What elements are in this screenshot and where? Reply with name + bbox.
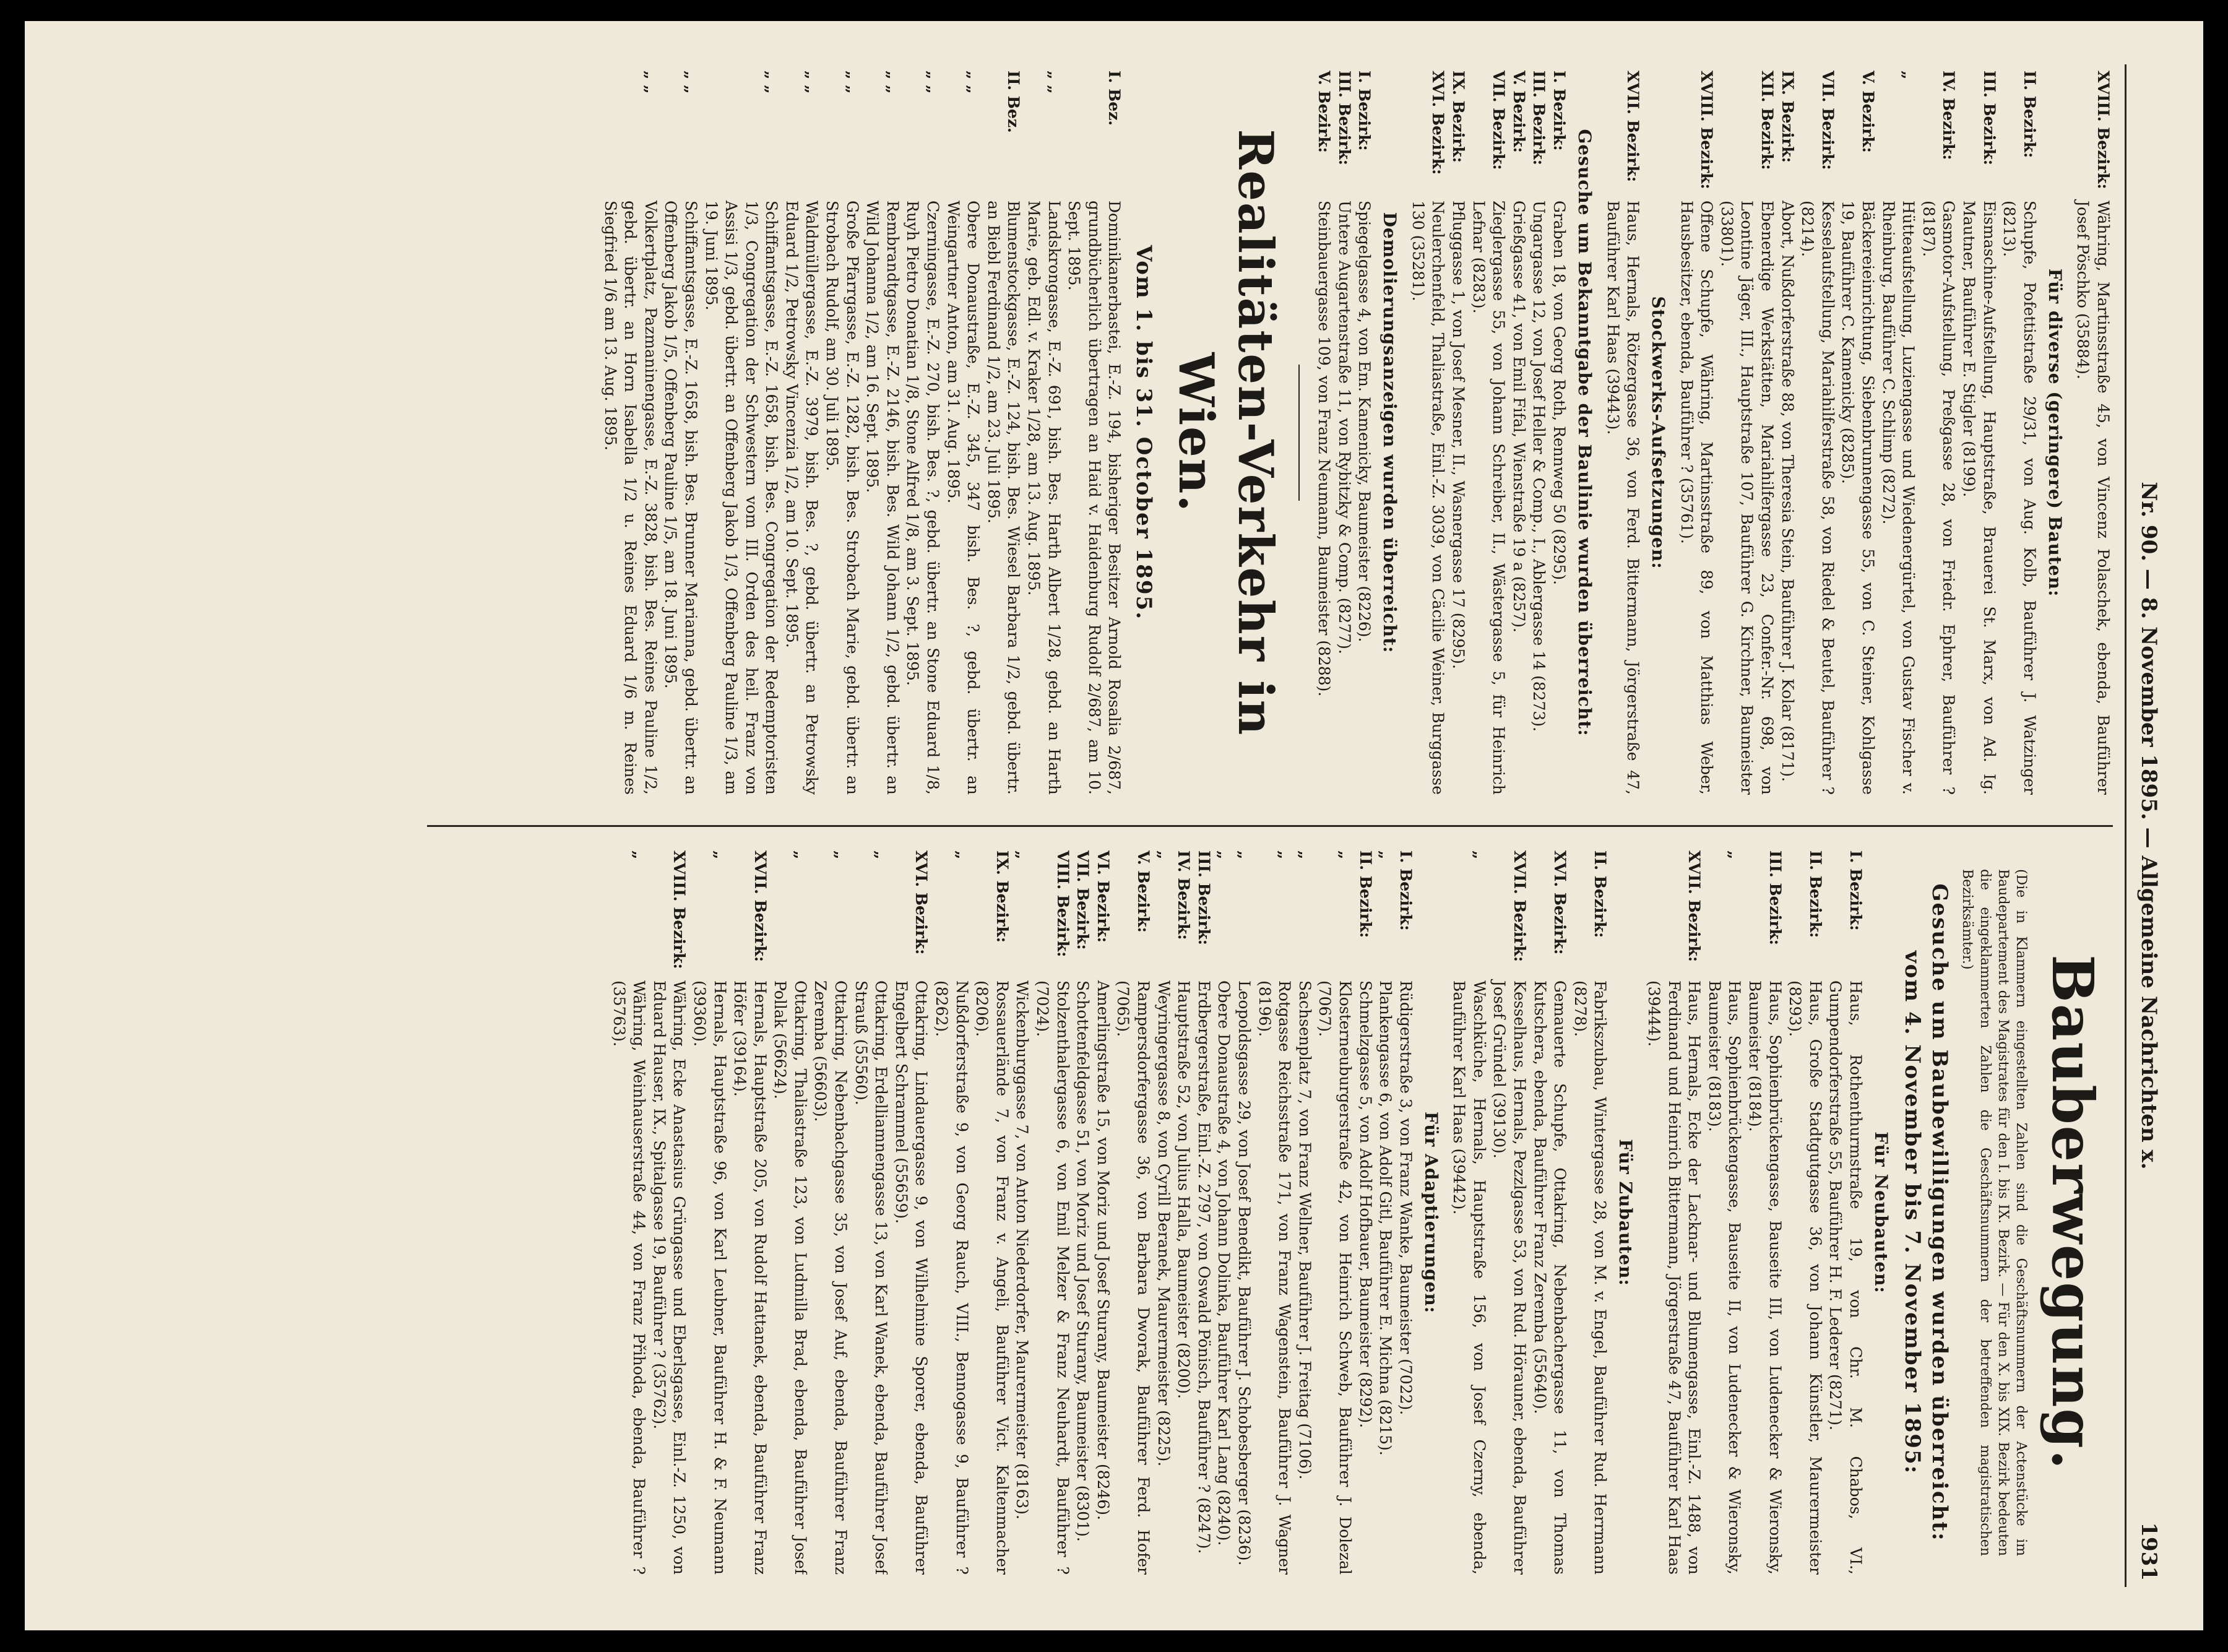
district-label: XVIII. Bezirk: — [670, 850, 689, 969]
list-item — [1529, 71, 1549, 795]
running-head — [2131, 71, 2161, 1581]
entry-text: Wickenburggasse 7, von Anton Niederdorfer, Maurermeister (8163). — [1013, 980, 1032, 1520]
extensions-heading: Für Zubauten: — [1615, 1139, 1636, 1286]
list-item — [1375, 850, 1396, 1575]
list-item — [1254, 850, 1294, 1575]
entry-text: Schiffamtsgasse, E.-Z. 1658, bish. Bes. Brunner Marianna, gebd. übertr. an Offenberg Jakob 1/5, Offenberg Pauline 1/5, am 18. Juni 1895. — [662, 201, 700, 795]
entry-text: Erdbergerstraße, Einl.-Z. 2797, von Oswald Pönisch, Bauführer ? (8247). — [1194, 980, 1213, 1554]
district-label: III. Bezirk: — [1980, 71, 1998, 165]
district-label: XVI. Bezirk: — [912, 850, 931, 955]
column-2 — [80, 850, 2113, 1575]
list-item — [972, 850, 1012, 1575]
new-buildings-list — [1643, 850, 1865, 1575]
entry-text: Stolzenthalergasse 6, von Emil Melzer & Franz Neuhardt, Bauführer ? (7024). — [1034, 980, 1072, 1575]
entry-text: Pfluggasse 1, von Josef Mesner, II., Wasnergasse 17 (8295). — [1449, 201, 1467, 669]
entry-text: Ebenerdige Werkstätten, Mariahilfergasse 23, Confer.-Nr. 698, von Leontine Jäger, III., Hauptstraße 107, Bauführer G. Kirchner, Baumeister (33801). — [1717, 201, 1777, 795]
district-label: „ „ — [843, 71, 861, 94]
district-label: I. Bezirk: — [1550, 71, 1568, 151]
list-item — [701, 71, 781, 795]
entry-text: Abort, Nußdorferstraße 88, von Theresia Stein, Bauführer J. Kolar (8171). — [1778, 201, 1797, 782]
district-label: XVII. Bezirk: — [751, 850, 769, 962]
entry-text: Hütteaufstellung, Luziengasse und Wiedenergürtel, von Gustav Fischer v. Rheinburg, Bauführer C. Schlimp (8272). — [1879, 201, 1918, 795]
entry-text: Fabrikszubau, Wintergasse 28, von M. v. Engel, Bauführer Rud. Herrmann (8278). — [1571, 980, 1610, 1575]
entry-text: Währing, Martinsstraße 45, von Vincenz Polaschek, ebenda, Bauführer Josef Pöschko (35884). — [2074, 201, 2112, 795]
district-label: „ „ — [762, 71, 781, 94]
district-label: III. Bezirk: — [1530, 71, 1548, 165]
district-label: „ — [1376, 850, 1395, 860]
district-label: II. Bez. — [1004, 71, 1023, 133]
entry-text: Haus, Sophienbrückengasse, Bauseite III, von Ludenecker & Wieronsky, Baumeister (8184). — [1746, 980, 1784, 1575]
district-label: „ — [832, 850, 850, 860]
district-label: XVIII. Bezirk: — [1698, 71, 1716, 189]
entry-text: Landskrongasse, E.-Z. 691, bish. Bes. Harth Albert 1/28, gebd. an Harth Marie, geb. Edl. v. Kraker 1/28, am 13. Aug. 1895. — [1025, 201, 1063, 795]
permits-heading: Gesuche um Baubewilligungen wurden überreicht: — [1927, 883, 1952, 1542]
entry-text: Spiegelgasse 4, von Em. Kamenicky, Baumeister (8226). — [1355, 201, 1374, 642]
list-item — [1113, 850, 1153, 1575]
list-item — [660, 71, 701, 795]
entry-text: Kesselhaus, Hernals, Pezzlgasse 53, von Rud. Hörauner, ebenda, Bauführer Josef Gründel (39130). — [1490, 980, 1529, 1575]
adaptations-list — [608, 850, 1415, 1575]
entry-text: Rossauerlände 7, von Franz v. Angeli, Bauführer Vict. Kaltenmacher (8206). — [973, 980, 1011, 1575]
district-label: XVII. Bezirk: — [1511, 850, 1529, 962]
district-label: „ — [1470, 850, 1488, 860]
entry-text: Volkertplatz, Pazmaninengasse, E.-Z. 3828, bish. Bes. Reines Pauline 1/2, gebd. übertr. an Horn Isabella 1/2 u. Reines Eduard 1/6 m. Reines Siegfried 1/6 am 13. Aug. 1895. — [601, 201, 660, 795]
entry-text: Waschküche, Hernals, Hauptstraße 156, von Josef Czerny, ebenda, Bauführer Karl Haas (39442). — [1450, 980, 1488, 1575]
entry-text: Kesselaufstellung, Mariahilferstraße 58, von Riedel & Beutel, Bauführer ? (8214). — [1798, 201, 1837, 795]
district-label: „ — [1013, 850, 1032, 860]
district-label: VII. Bezirk: — [1818, 71, 1837, 170]
list-item — [1023, 71, 1063, 795]
entry-text: Obere Donaustraße 4, von Johann Dolinka, Bauführer Karl Lang (8240). — [1215, 980, 1233, 1546]
entry-text: Sachsenplatz 7, von Franz Wellner, Bauführer J. Freitag (7106). — [1295, 980, 1314, 1480]
district-label: „ — [1725, 850, 1744, 860]
list-item — [891, 850, 931, 1575]
entry-text: Ottakring, Erdelliamnengasse 13, von Karl Wanek, ebenda, Bauführer Josef Strauß (55560). — [852, 980, 891, 1575]
list-item — [1193, 850, 1214, 1575]
adaptations-heading: Für Adaptierungen: — [1420, 1111, 1441, 1314]
entry-text: Graben 18, von Georg Roth, Rennweg 50 (8295). — [1550, 201, 1568, 586]
intro-note: (Die in Klammern eingestellten Zahlen sind die Geschäftsnummern der Actenstücke im Baudepartement des Magistrates für den I. bis IX. Bezirk. — Für den X. bis XIX. Bezirk bedeuten die eingeklammerten Zahlen die Geschäftsnummern der betreffenden magistratischen Bezirksämter.) — [1959, 869, 2029, 1556]
list-item — [1958, 71, 1998, 795]
date-range-heading: vom 4. November bis 7. November 1895: — [1900, 950, 1925, 1475]
entry-text: Ottakring, Thaliastraße 123, von Ludmilla Brad, ebenda, Bauführer Josef Pollak (56624). — [771, 980, 810, 1575]
district-label: „ „ — [883, 71, 902, 94]
entry-text: Czerningasse, E.-Z. 270, bish. Bes. ?, gebd. übertr. an Stone Eduard 1/8, Ruyh Pietro Donatian 1/8, Stone Alfred 1/8, am 3. Sept. 1895. — [904, 201, 943, 795]
district-label: V. Bezirk: — [1315, 71, 1333, 153]
storey-additions-list — [1602, 71, 1643, 795]
entry-text: Leopoldsgasse 29, von Josef Benedikt, Bauführer J. Schobesberger (8236). — [1235, 980, 1253, 1566]
entry-text: Haus, Hernals, Ecke der Lacknar- und Blumengasse, Einl.-Z. 1488, von Ferdinand und Heinrich Bittermann, Jörgerstraße 47, Bauführer Karl Haas (39444). — [1645, 980, 1704, 1575]
real-estate-subtitle: Vom 1. bis 31. October 1895. — [1131, 244, 1157, 621]
district-label: II. Bezirk: — [1806, 850, 1824, 938]
list-item — [1785, 850, 1825, 1575]
list-item — [1448, 71, 1468, 795]
storey-additions-heading: Stockwerks-Aufsetzungen: — [1648, 296, 1669, 569]
list-item — [943, 71, 983, 795]
scanned-page — [25, 21, 2203, 1630]
entry-text: Grießgasse 41, von Emil Fifal, Wienstraße 19 a (8257). — [1509, 201, 1528, 633]
entry-text: Gasmotor-Aufstellung, Preßgasse 28, von Friedr. Ephrer, Bauführer ? (8187). — [1919, 201, 1958, 795]
column-rule — [427, 825, 2113, 827]
list-item — [1334, 71, 1354, 795]
district-label: VI. Bezirk: — [1094, 850, 1112, 943]
entry-text: Währing, Weinhauserstraße 44, von Franz Přihoda, ebenda, Bauführer ? (35763). — [610, 980, 649, 1575]
list-item — [2073, 71, 2113, 795]
district-label: V. Bezirk: — [1509, 71, 1528, 153]
entry-text: Schmelzgasse 5, von Adolf Hofbauer, Baumeister (8292). — [1356, 980, 1375, 1429]
list-item — [1489, 850, 1529, 1575]
list-item — [1407, 71, 1448, 795]
entry-text: Ottakring, Lindauergasse 9, von Wilhelmine Sporer, ebenda, Bauführer Engelbert Schrammel (55659). — [892, 980, 931, 1575]
entry-text: Schottenfeldgasse 51, von Moriz und Josef Sturany, Baumeister (8301). — [1074, 980, 1092, 1542]
list-item — [1449, 850, 1489, 1575]
list-item — [649, 850, 689, 1575]
entry-text: Obere Donaustraße, E.-Z. 345, 347 bish. Bes. ?, gebd. übertr. an Weingartner Anton, am 31. Aug. 1895. — [944, 201, 983, 795]
list-item — [822, 71, 862, 795]
entry-text: Gemauerte Schupfe, Ottakring, Nebenbachergasse 11, von Thomas Kutschera, ebenda, Bauführer Franz Zeremba (55640). — [1531, 980, 1570, 1575]
district-label: „ — [1295, 850, 1314, 860]
entry-text: Währing, Ecke Anastasius Grüngasse und Eberlsgasse, Einl.-Z. 1250, von Eduard Hauser, IX., Spitalgasse 19, Bauführer ? (35762). — [650, 980, 689, 1575]
district-label: IV. Bezirk: — [1940, 71, 1958, 160]
building-activity-title: Bauberwegung. — [2039, 954, 2106, 1471]
list-item — [1918, 71, 1958, 795]
page-number: 1931 — [2136, 1522, 2161, 1581]
lesser-buildings-list — [1676, 71, 2039, 795]
district-label: III. Bezirk: — [1194, 850, 1213, 945]
district-label: „ — [952, 850, 971, 860]
list-item — [1878, 71, 1918, 795]
list-item — [1548, 71, 1569, 795]
list-item — [1508, 71, 1529, 795]
entry-text: Große Pfarrgasse, E.-Z. 1282, bish. Bes. Strobach Marie, gebd. übertr. an Strobach Rudolf, am 30. Juli 1895. — [823, 201, 861, 795]
header-rule — [2125, 64, 2127, 1587]
district-label: VIII. Bezirk: — [1053, 850, 1072, 958]
district-label: IV. Bezirk: — [1175, 850, 1193, 940]
district-label: „ „ — [681, 71, 700, 94]
list-item — [770, 850, 810, 1575]
list-item — [689, 850, 729, 1575]
col1-top-entries — [2073, 71, 2113, 795]
list-item — [1716, 71, 1777, 795]
list-item — [1825, 850, 1865, 1575]
district-label: „ — [1154, 850, 1173, 860]
list-item — [1294, 850, 1315, 1575]
entry-text: Schupfe, Pofettistraße 29/31, von Aug. Kolb, Bauführer J. Watzinger (8213). — [2000, 201, 2039, 795]
entry-text: Hauptstraße 52, von Julius Halla, Baumeister (8200). — [1175, 980, 1193, 1399]
entry-text: Ottakring, Nebenbachgasse 35, von Josef Auf, ebenda, Bauführer Franz Zeremba (56603). — [811, 980, 850, 1575]
district-label: XII. Bezirk: — [1758, 71, 1777, 170]
list-item — [983, 71, 1023, 795]
list-item — [730, 850, 770, 1575]
entry-text: Dominikanerbastei, E.-Z. 194, bisheriger Besitzer Arnold Rosalia 2/687, grundbücherlich übertragen an Haid v. Haidenburg Rudolf 2/687, am 10. Sept. 1895. — [1065, 201, 1124, 795]
district-label: IX. Bezirk: — [993, 850, 1011, 943]
district-label: III. Bezirk: — [1335, 71, 1354, 165]
district-label: „ — [872, 850, 891, 860]
entry-text: Haus, Sophienbrückengasse, Bauseite II, von Ludenecker & Wieronsky, Baumeister (8183). — [1705, 980, 1744, 1575]
list-item — [1313, 71, 1334, 795]
list-item — [1012, 850, 1032, 1575]
list-item — [1797, 71, 1837, 795]
real-estate-list — [600, 71, 1124, 795]
list-item — [1602, 71, 1643, 795]
list-item — [1064, 71, 1125, 795]
district-label: I. Bez. — [1105, 71, 1124, 126]
district-label: XVI. Bezirk: — [1429, 71, 1448, 175]
list-item — [902, 71, 943, 795]
list-item — [1153, 850, 1173, 1575]
demolition-heading: Demolierungsanzeigen wurden überreicht: — [1380, 212, 1401, 654]
list-item — [1214, 850, 1234, 1575]
list-item — [1173, 850, 1194, 1575]
entry-text: Weyringergasse 8, von Cyrill Beranek, Maurermeister (8225). — [1154, 980, 1173, 1467]
entry-text: Haus, Rothenthurmstraße 19, von Chr. M. Chabos, VI., Gumpendorferstraße 55, Bauführer H. F. Lederer (8271). — [1826, 980, 1865, 1575]
entry-text: Hernals, Hauptstraße 205, von Rudolf Hattanek, ebenda, Bauführer Franz Höfer (39164). — [731, 980, 769, 1575]
district-label: XVII. Bezirk: — [1624, 71, 1643, 183]
entry-text: Zieglergasse 55, von Johann Schreiber, II., Wästergasse 5, für Heinrich Lefnar (8283). — [1469, 201, 1508, 795]
district-label: I. Bezirk: — [1847, 850, 1865, 931]
list-item — [1704, 850, 1744, 1575]
district-label: II. Bezirk: — [1591, 850, 1610, 938]
list-item — [1777, 71, 1797, 795]
entry-text: Untere Augartenstraße 11, von Rybitzky & Comp. (8277). — [1335, 201, 1354, 654]
list-item — [1999, 71, 2039, 795]
district-label: V. Bezirk: — [1859, 71, 1878, 153]
district-label: VII. Bezirk: — [1074, 850, 1092, 950]
list-item — [1529, 850, 1570, 1575]
district-label: IX. Bezirk: — [1778, 71, 1797, 163]
list-item — [1395, 850, 1415, 1575]
entry-text: Steinbauergasse 109, von Franz Neumann, Baumeister (8288). — [1315, 201, 1333, 697]
district-label: „ „ — [964, 71, 983, 94]
list-item — [1468, 71, 1508, 795]
list-item — [1315, 850, 1355, 1575]
list-item — [810, 850, 850, 1575]
district-label: „ — [1899, 71, 1918, 80]
district-label: „ „ — [641, 71, 660, 94]
district-label: „ — [1276, 850, 1294, 860]
entry-text: Eismaschine-Aufstellung, Hauptstraße, Brauerei St. Marx, von Ad. Ig. Mautner, Bauführer E. Stigler (8199). — [1960, 201, 1998, 795]
list-item — [1570, 850, 1610, 1575]
district-label: V. Bezirk: — [1134, 850, 1152, 933]
extensions-list — [1449, 850, 1610, 1575]
section-divider — [1298, 365, 1300, 501]
district-label: III. Bezirk: — [1766, 850, 1784, 945]
district-label: VII. Bezirk: — [1490, 71, 1508, 170]
list-item — [1354, 71, 1375, 795]
list-item — [600, 71, 660, 795]
list-item — [1676, 71, 1716, 795]
district-label: IX. Bezirk: — [1449, 71, 1467, 163]
running-head-title: Nr. 90. — 8. November 1895. — Allgemeine Nachrichten x. — [2136, 482, 2161, 1170]
list-item — [608, 850, 649, 1575]
district-label: „ „ — [924, 71, 943, 94]
list-item — [1233, 850, 1254, 1575]
district-label: XVI. Bezirk: — [1551, 850, 1570, 955]
list-item — [1092, 850, 1113, 1575]
entry-text: Waldmüllergasse, E.-Z. 3979, bish. Bes. ?, gebd. übertr. an Petrowsky Eduard 1/2, Petrowsky Vincenzia 1/2, am 10. Sept. 1895. — [782, 201, 821, 795]
lesser-buildings-heading: Für diverse (geringere) Bauten: — [2044, 268, 2065, 597]
list-item — [1643, 850, 1704, 1575]
rotated-page-content — [56, 46, 2172, 1606]
list-item — [1837, 71, 1878, 795]
entry-text: Haus, Hernals, Rötzergasse 36, von Ferd. Bittermann, Jörgerstraße 47, Bauführer Karl Haas (39443). — [1604, 201, 1643, 795]
district-label: I. Bezirk: — [1355, 71, 1374, 151]
list-item — [1032, 850, 1072, 1575]
real-estate-title: Realitäten-Verkehr in Wien. — [1168, 129, 1284, 737]
district-label: „ — [1215, 850, 1233, 860]
entry-text: Hernals, Hauptstraße 96, von Karl Leubner, Bauführer H. & F. Neumann (39360). — [690, 980, 729, 1575]
list-item — [1355, 850, 1375, 1575]
entry-text: Haus, Große Stadtgutgasse 36, von Johann Künstler, Maurermeister (8293). — [1786, 980, 1824, 1575]
list-item — [931, 850, 971, 1575]
list-item — [781, 71, 821, 795]
entry-text: Bäckereieinrichtung, Siebenbrunnengasse 55, von C. Steiner, Kohlgasse 19, Bauführer C. Kamenicky (8285). — [1839, 201, 1878, 795]
district-label: II. Bezirk: — [1356, 850, 1375, 938]
district-label: „ — [710, 850, 729, 860]
entry-text: Schiffamtsgasse, E.-Z. 1658, bish. Bes. Congregation der Redemptoristen 1/3, Congregation der Schwestern vom III. Orden des heil. Franz von Assisi 1/3, gebd. übertr. an Offenberg Jakob 1/3, Offenberg Pauline 1/3, am 19. Juni 1895. — [702, 201, 781, 795]
entry-text: Neulerchenfeld, Thaliastraße, Einl.-Z. 3039, von Cäcilie Weiner, Burggasse 130 (35281). — [1409, 201, 1448, 795]
district-label: II. Bezirk: — [2020, 71, 2039, 158]
building-line-heading: Gesuche um Bekanntgabe der Baulinie wurden überreicht: — [1574, 129, 1595, 737]
list-item — [850, 850, 891, 1575]
district-label: „ — [1235, 850, 1253, 860]
list-item — [862, 71, 902, 795]
entry-text: Nußdorferstraße 9, von Georg Rauch, VIII., Bennogasse 9, Bauführer ? (8262). — [933, 980, 971, 1575]
column-1 — [80, 71, 2113, 795]
list-item — [1073, 850, 1093, 1575]
list-item — [1744, 850, 1784, 1575]
district-label: „ — [630, 850, 649, 860]
new-buildings-heading: Für Neubauten: — [1871, 1131, 1891, 1294]
district-label: „ — [1336, 850, 1354, 860]
entry-text: Ungargasse 12, von Josef Heller & Comp., I., Ablergasse 14 (8273). — [1530, 201, 1548, 732]
district-label: XVII. Bezirk: — [1685, 850, 1704, 962]
entry-text: Amerlingstraße 15, von Moriz und Josef Sturany, Baumeister (8246). — [1094, 980, 1112, 1520]
district-label: „ „ — [1045, 71, 1063, 94]
entry-text: Rotgasse Reichsstraße 171, von Franz Wagenstein, Bauführer J. Wagner (8196). — [1255, 980, 1294, 1575]
entry-text: Offene Schupfe, Währing, Martinsstraße 89, von Matthias Weber, Hausbesitzer, ebenda, Bauführer ? (35761). — [1677, 201, 1716, 795]
entry-text: Klosterneuburgerstraße 42, von Heinrich Schweb, Bauführer J. Dolezal (7067). — [1316, 980, 1354, 1575]
entry-text: Rüdigerstraße 3, von Franz Wanke, Baumeister (7022). — [1396, 980, 1415, 1416]
entry-text: Blumenstockgasse, E.-Z. 124, bish. Bes. Wiesel Barbara 1/2, gebd. übertr. an Biebl Ferdinand 1/2, am 23. Juli 1895. — [984, 201, 1023, 795]
district-label: „ — [791, 850, 810, 860]
district-label: „ „ — [803, 71, 821, 94]
building-line-list — [1407, 71, 1569, 795]
entry-text: Rembrandtgasse, E.-Z. 2146, bish. Bes. Wild Johann 1/2, gebd. übertr. an Wild Johanna 1/2, am 16. Sept. 1895. — [863, 201, 902, 795]
district-label: XVIII. Bezirk: — [2094, 71, 2112, 189]
entry-text: Rampersdorfergasse 36, von Barbara Dworak, Bauführer Ferd. Hofer (7065). — [1114, 980, 1152, 1575]
entry-text: Plankengasse 6, von Adolf Gitl, Bauführer E. Michna (8215). — [1376, 980, 1395, 1456]
district-label: I. Bezirk: — [1396, 850, 1415, 931]
demolition-list — [1313, 71, 1374, 795]
